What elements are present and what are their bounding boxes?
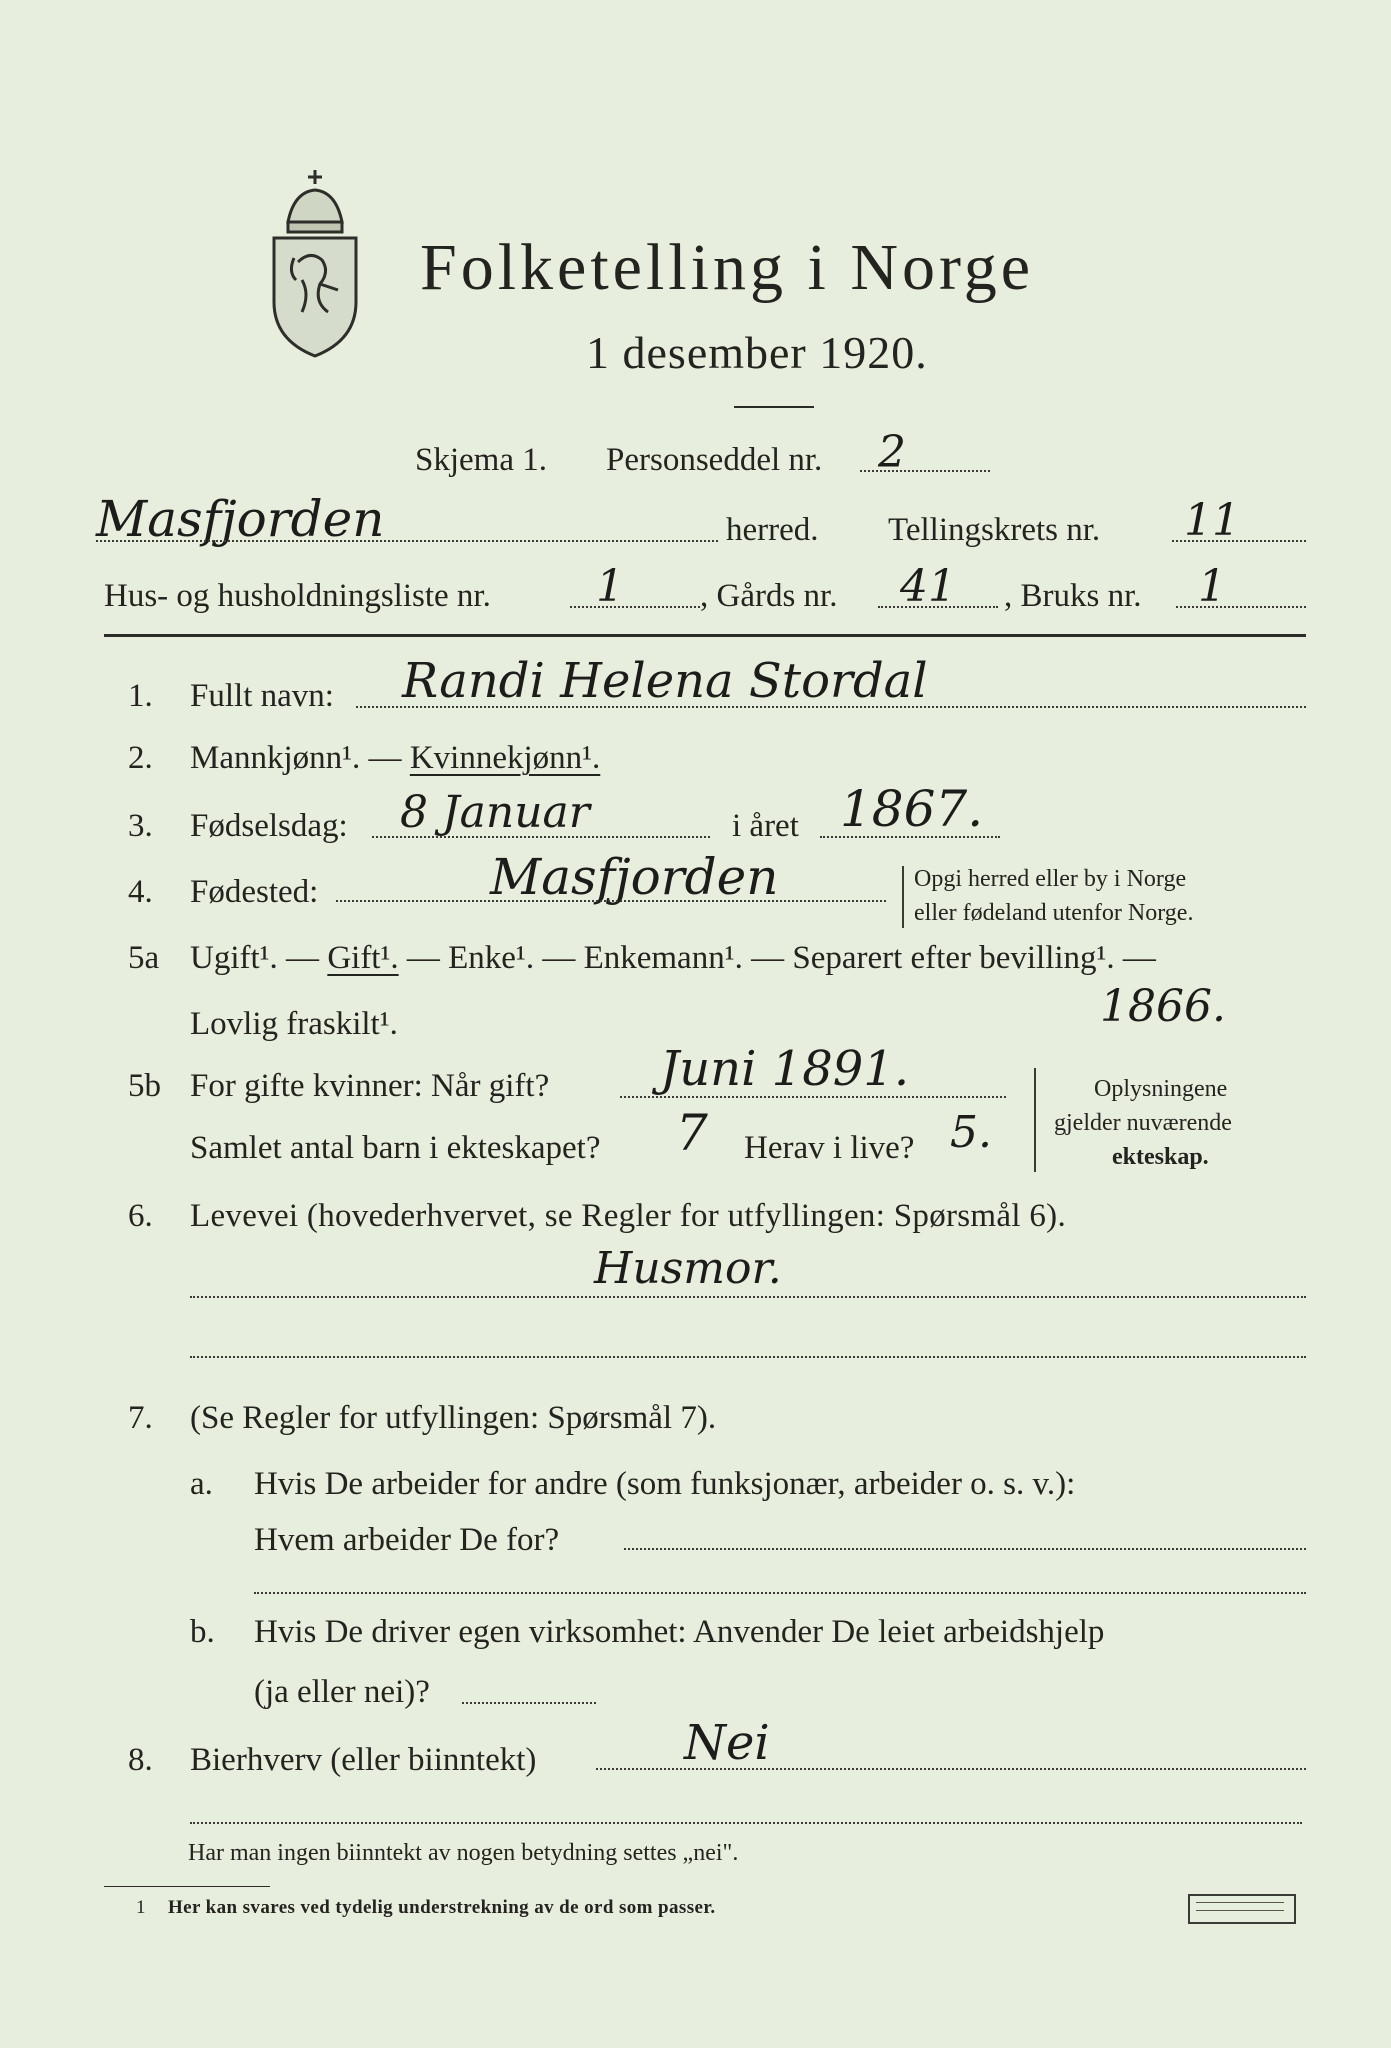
printer-stamp [1188, 1894, 1296, 1924]
q5a-side-value: 1866. [1100, 981, 1226, 1032]
birthplace-note-1: Opgi herred eller by i Norge [914, 866, 1187, 892]
header-rule [104, 634, 1306, 637]
birth-year-value: 1867. [840, 780, 984, 838]
full-name-dots [356, 706, 1306, 708]
form-date: 1 desember 1920. [586, 327, 928, 378]
footnote-text: Her kan svares ved tydelig understrekning av de ord som passer. [168, 1897, 716, 1918]
q1-label: Fullt navn: [190, 678, 334, 714]
birthday-value: 8 Januar [400, 787, 590, 838]
q7-label: (Se Regler for utfyllingen: Spørsmål 7). [190, 1400, 717, 1436]
q2-number: 2. [128, 740, 153, 776]
q5a-options [190, 938, 1156, 978]
schema-label: Skjema 1. [415, 442, 547, 478]
bruks-label: , Bruks nr. [1004, 578, 1142, 614]
birthplace-dots [336, 900, 886, 902]
q3-label: Fødselsdag: [190, 808, 348, 844]
footnote-mark: 1 [136, 1897, 146, 1918]
tellingskrets-label: Tellingskrets nr. [888, 512, 1101, 548]
birth-year-dots [820, 836, 1000, 838]
q5b-label: For gifte kvinner: Når gift? [190, 1068, 550, 1104]
q7b-text: Hvis De driver egen virksomhet: Anvender De leiet arbeidshjelp [254, 1614, 1105, 1650]
q6-number: 6. [128, 1198, 153, 1234]
form-title: Folketelling i Norge [420, 231, 1035, 304]
alive-value: 5. [950, 1107, 992, 1158]
personseddel-value: 2 [878, 427, 906, 478]
tellingskrets-value: 11 [1184, 495, 1240, 546]
q8-number: 8. [128, 1742, 153, 1778]
q5a-number: 5a [128, 940, 160, 976]
birthplace-note-brace [902, 866, 904, 928]
gards-label: , Gårds nr. [700, 578, 838, 614]
q7a-text: Hvis De arbeider for andre (som funksjonær, arbeider o. s. v.): [254, 1466, 1076, 1502]
birthplace-value: Masfjorden [490, 848, 779, 906]
q7a-letter: a. [190, 1466, 213, 1502]
occupation-dots-2 [190, 1356, 1306, 1358]
marriage-note-brace [1034, 1068, 1036, 1172]
q3-year-label: i året [732, 808, 799, 844]
occupation-dots-1 [190, 1296, 1306, 1298]
bruks-value: 1 [1198, 561, 1226, 612]
herred-label: herred. [726, 512, 819, 548]
birthplace-note-2: eller fødeland utenfor Norge. [914, 900, 1194, 926]
q4-label: Fødested: [190, 874, 319, 910]
marriage-date-dots [620, 1096, 1006, 1098]
female-option: Kvinnekjønn¹. [409, 740, 601, 776]
marriage-note-1: Oplysningene [1094, 1076, 1228, 1102]
q8-label: Bierhverv (eller biinntekt) [190, 1742, 537, 1778]
q7a-question: Hvem arbeider De for? [254, 1522, 560, 1558]
bruks-dots [1176, 606, 1306, 608]
birthday-dots [372, 836, 710, 838]
herred-dots [96, 540, 718, 542]
hired-help-dots [462, 1702, 596, 1704]
personseddel-label: Personseddel nr. [606, 442, 823, 478]
alive-label: Herav i live? [744, 1130, 915, 1166]
household-value: 1 [596, 561, 624, 612]
employer-dots-2 [254, 1592, 1306, 1594]
q3-number: 3. [128, 808, 153, 844]
personseddel-dots [860, 470, 990, 472]
marriage-note-2: gjelder nuværende [1054, 1110, 1232, 1136]
title-divider [734, 406, 814, 408]
q5b-number: 5b [128, 1068, 161, 1104]
ugift-option: Ugift¹. — [190, 940, 328, 976]
tellingskrets-dots [1172, 540, 1306, 542]
full-name-value: Randi Helena Stordal [402, 653, 928, 709]
employer-dots-1 [624, 1548, 1306, 1550]
q4-number: 4. [128, 874, 153, 910]
q7b-question: (ja eller nei)? [254, 1674, 430, 1710]
q2-options [190, 738, 600, 778]
side-income-dots-2 [190, 1822, 1302, 1824]
q7-number: 7. [128, 1400, 153, 1436]
herred-value: Masfjorden [96, 490, 385, 548]
children-value: 7 [676, 1104, 708, 1162]
household-label: Hus- og husholdningsliste nr. [104, 578, 491, 614]
other-status-options: — Enke¹. — Enkemann¹. — Separert efter bevilling¹. — [398, 940, 1156, 976]
household-dots [570, 606, 700, 608]
occupation-value: Husmor. [594, 1243, 782, 1294]
coat-of-arms-icon [258, 162, 372, 362]
side-income-value: Nei [684, 1715, 770, 1771]
gift-option: Gift¹. [327, 940, 399, 976]
q6-label: Levevei (hovederhvervet, se Regler for utfyllingen: Spørsmål 6). [190, 1198, 1067, 1234]
children-label: Samlet antal barn i ekteskapet? [190, 1130, 601, 1166]
q1-number: 1. [128, 678, 153, 714]
footnote-rule [104, 1886, 270, 1887]
side-income-dots-1 [596, 1768, 1306, 1770]
marriage-date-value: Juni 1891. [660, 1041, 910, 1097]
q7b-letter: b. [190, 1614, 215, 1650]
male-option: Mannkjønn¹. — [190, 740, 410, 776]
side-income-note: Har man ingen biinntekt av nogen betydning settes „nei". [188, 1840, 739, 1866]
gards-value: 41 [900, 561, 956, 612]
marriage-note-3: ekteskap. [1112, 1144, 1209, 1170]
gards-dots [878, 606, 998, 608]
q5a-divorced-option: Lovlig fraskilt¹. [190, 1006, 398, 1042]
